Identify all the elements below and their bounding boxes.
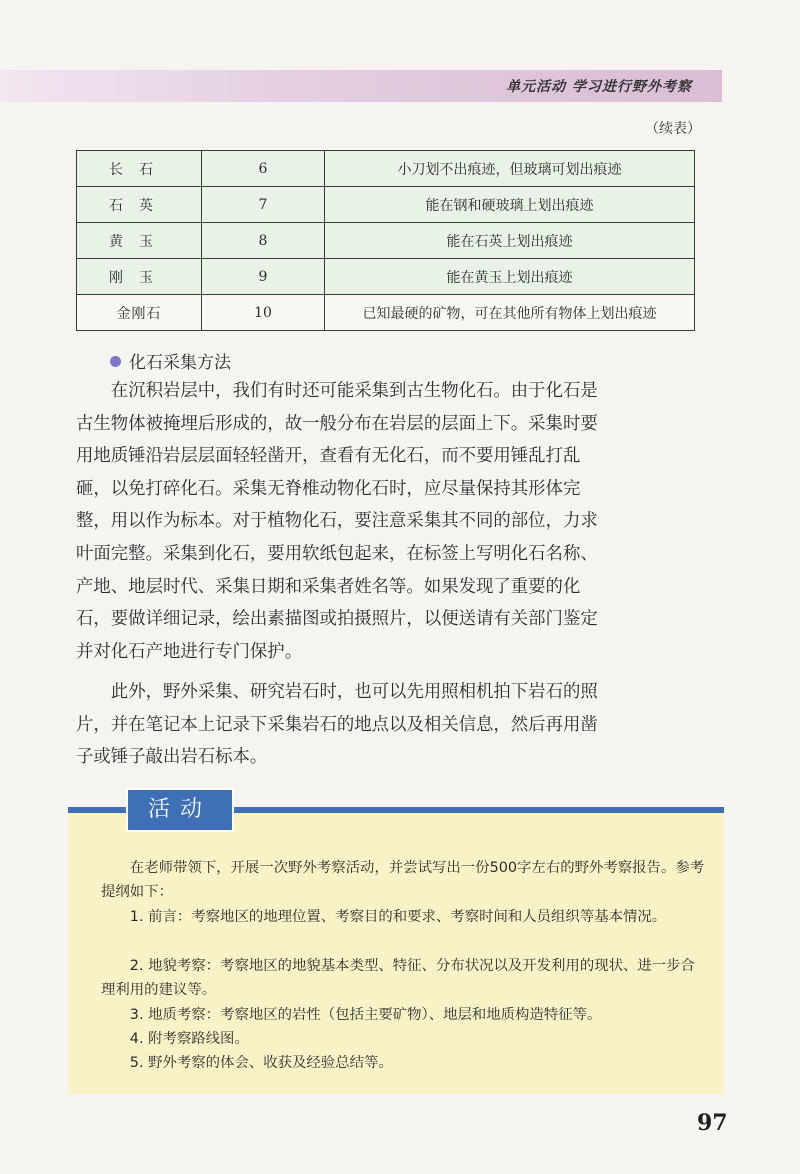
activity-item: 2. 地貌考察：考察地区的地貌基本类型、特征、分布状况以及开发利用的现状、进一步合理利用的建议等。 bbox=[101, 958, 695, 999]
hardness-value: 10 bbox=[202, 295, 325, 331]
hardness-value: 9 bbox=[202, 259, 325, 295]
fossil-paragraph-1: 在沉积岩层中，我们有时还可能采集到古生物化石。由于化石是古生物体被掩埋后形成的，故一般分布在岩层的层面上下。采集时要用地质锤沿岩层层面轻轻凿开，查看有无化石，而不要用锤乱打乱砸，以免打碎化石。采集无脊椎动物化石时，应尽量保持其形体完整，用以作为标本。对于植物化石，要注意采集其不同的部位，力求叶面完整。采集到化石，要用软纸包起来，在标签上写明化石名称、产地、地层时代、采集日期和采集者姓名等。如果发现了重要的化石，要做详细记录，绘出素描图或拍摄照片，以便送请有关部门鉴定并对化石产地进行专门保护。 bbox=[76, 381, 598, 662]
hardness-value: 7 bbox=[202, 187, 325, 223]
activity-intro: 在老师带领下，开展一次野外考察活动，并尝试写出一份500字左右的野外考察报告。参考提纲如下： bbox=[101, 860, 705, 901]
bullet-icon bbox=[110, 356, 121, 367]
hardness-value: 8 bbox=[202, 223, 325, 259]
activity-tab: 活动 bbox=[126, 788, 234, 832]
hardness-value: 6 bbox=[202, 151, 325, 187]
activity-item: 1. 前言：考察地区的地理位置、考察目的和要求、考察时间和人员组织等基本情况。 bbox=[129, 909, 667, 925]
table-row bbox=[77, 295, 695, 331]
scratch-description: 小刀划不出痕迹，但玻璃可划出痕迹 bbox=[325, 151, 695, 187]
mineral-name: 刚玉 bbox=[77, 259, 202, 295]
continued-label: （续表） bbox=[645, 121, 701, 137]
mineral-name: 长石 bbox=[77, 151, 202, 187]
scratch-description: 能在石英上划出痕迹 bbox=[325, 223, 695, 259]
fossil-heading-text: 化石采集方法 bbox=[129, 353, 231, 373]
scratch-description: 能在黄玉上划出痕迹 bbox=[325, 259, 695, 295]
mineral-name: 黄玉 bbox=[77, 223, 202, 259]
hardness-table bbox=[76, 150, 695, 331]
mineral-name: 金刚石 bbox=[77, 295, 202, 331]
scratch-description: 已知最硬的矿物，可在其他所有物体上划出痕迹 bbox=[325, 295, 695, 331]
page-number: 97 bbox=[697, 1110, 728, 1136]
activity-item: 4. 附考察路线图。 bbox=[129, 1031, 249, 1047]
activity-item: 5. 野外考察的体会、收获及经验总结等。 bbox=[129, 1055, 393, 1071]
table-row bbox=[77, 223, 695, 259]
unit-title: 单元活动 学习进行野外考察 bbox=[506, 79, 692, 95]
fossil-paragraph-2: 此外，野外采集、研究岩石时，也可以先用照相机拍下岩石的照片，并在笔记本上记录下采集岩石的地点以及相关信息，然后再用凿子或锤子敲出岩石标本。 bbox=[76, 682, 598, 768]
table-row bbox=[77, 151, 695, 187]
table-row bbox=[77, 187, 695, 223]
scratch-description: 能在钢和硬玻璃上划出痕迹 bbox=[325, 187, 695, 223]
activity-item: 3. 地质考察：考察地区的岩性（包括主要矿物）、地层和地质构造特征等。 bbox=[129, 1007, 602, 1023]
fossil-section-heading bbox=[110, 348, 231, 373]
mineral-name: 石英 bbox=[77, 187, 202, 223]
table-row bbox=[77, 259, 695, 295]
header-band bbox=[0, 70, 722, 102]
